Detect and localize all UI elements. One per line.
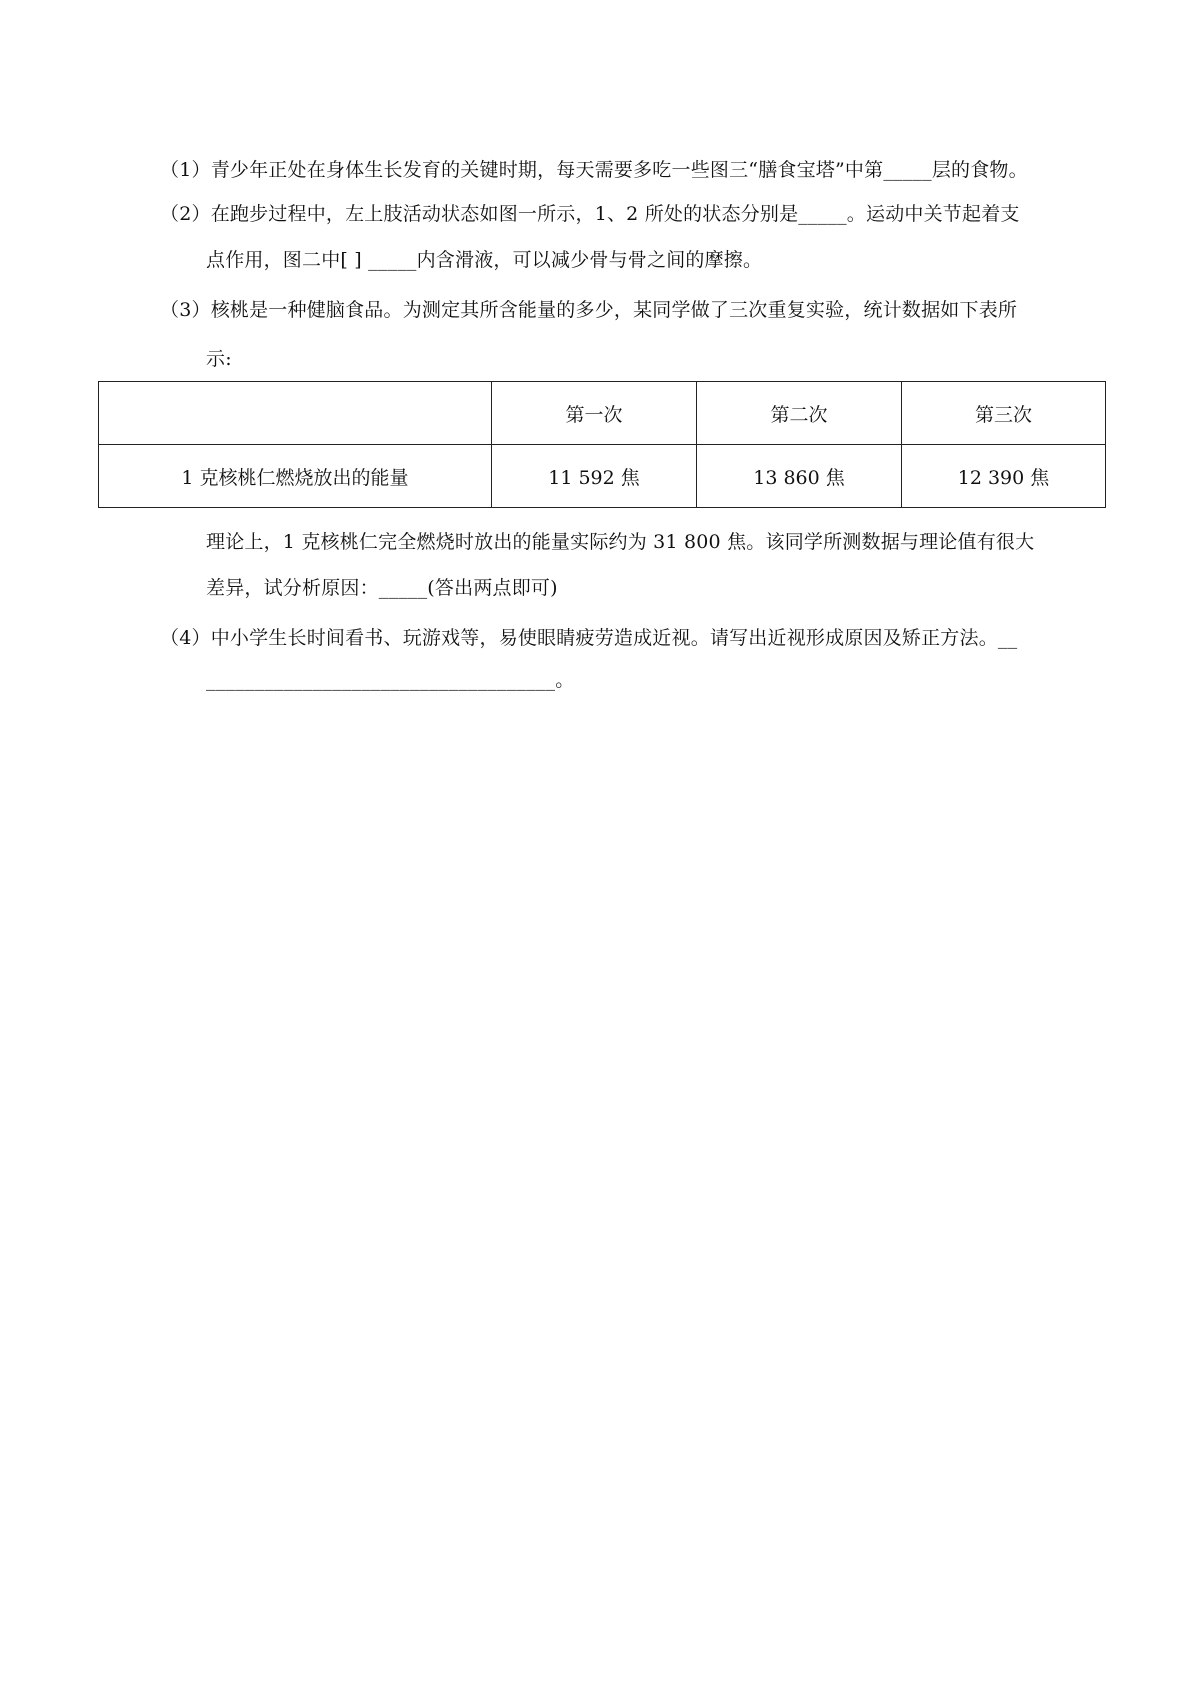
- table-cell-value-first: 11 592 焦: [492, 445, 697, 508]
- question-4-line-1: （4）中小学生长时间看书、玩游戏等，易使眼睛疲劳造成近视。请写出近视形成原因及矫正方法。__: [160, 627, 1018, 649]
- question-3-line-2: 示:: [206, 348, 232, 370]
- table-header-cell-empty: [99, 382, 492, 445]
- question-3-line-1: （3）核桃是一种健脑食品。为测定其所含能量的多少，某同学做了三次重复实验，统计数据如下表所: [160, 299, 1018, 321]
- table-header-cell-third: 第三次: [902, 382, 1106, 445]
- table-header-cell-second: 第二次: [697, 382, 902, 445]
- table-row: [99, 445, 1106, 508]
- table-header-row: [99, 382, 1106, 445]
- question-2-line-2: 点作用，图二中[ ] _____内含滑液，可以减少骨与骨之间的摩擦。: [206, 249, 763, 271]
- table-cell-value-third: 12 390 焦: [902, 445, 1106, 508]
- table-cell-value-second: 13 860 焦: [697, 445, 902, 508]
- question-2-line-1: （2）在跑步过程中，左上肢活动状态如图一所示，1、2 所处的状态分别是_____。运动中关节起着支: [160, 203, 1020, 225]
- question-3-after-line-1: 理论上，1 克核桃仁完全燃烧时放出的能量实际约为 31 800 焦。该同学所测数据与理论值有很大: [206, 531, 1035, 553]
- table-row-label: 1 克核桃仁燃烧放出的能量: [99, 445, 492, 508]
- question-1-line-1: （1）青少年正处在身体生长发育的关键时期，每天需要多吃一些图三“膳食宝塔”中第_____层的食物。: [160, 159, 1028, 181]
- table-header-cell-first: 第一次: [492, 382, 697, 445]
- question-3-after-line-2: 差异，试分析原因：_____(答出两点即可): [206, 577, 558, 599]
- question-4-line-2: ____________________________________。: [206, 669, 575, 691]
- energy-data-table: [98, 381, 1106, 508]
